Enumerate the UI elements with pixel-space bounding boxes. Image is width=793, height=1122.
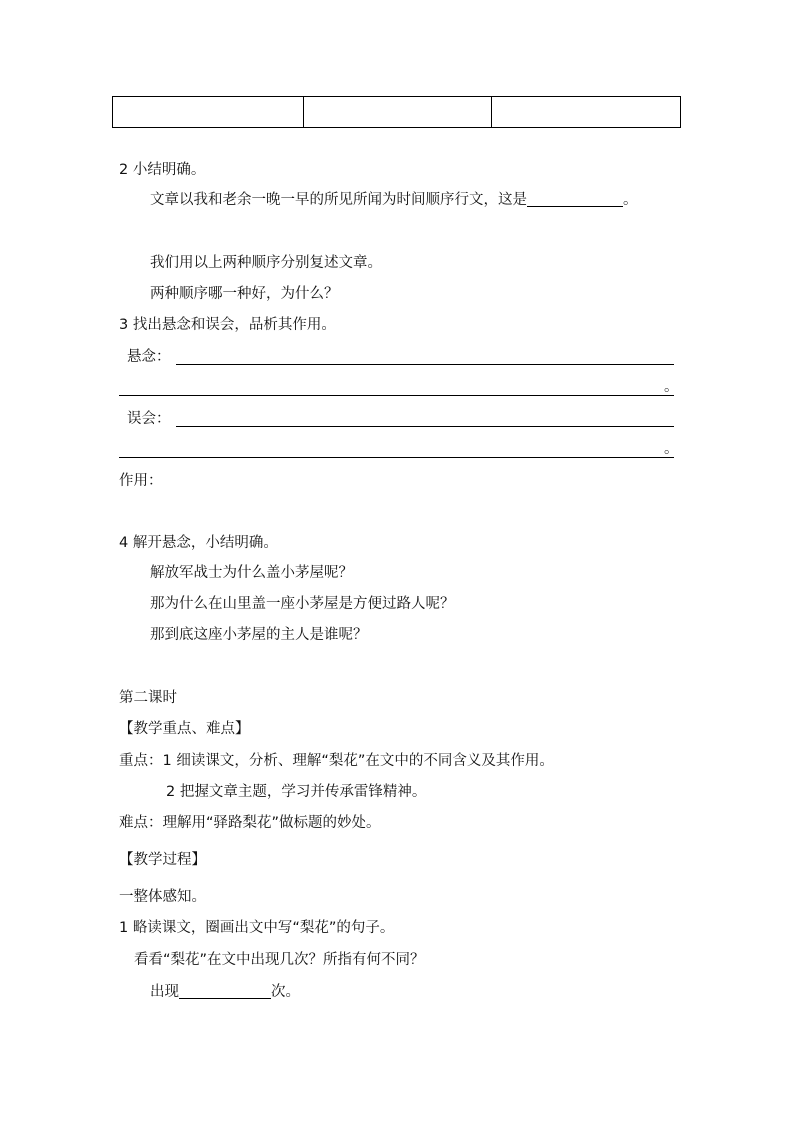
difficulty-point: 难点：理解用“驿路梨花”做标题的妙处。 (119, 815, 381, 831)
misunderstanding-answer-line[interactable] (119, 457, 674, 458)
end-mark: 。 (664, 379, 679, 395)
question-2: 那为什么在山里盖一座小茅屋是方便过路人呢？ (150, 596, 455, 612)
paragraph-retell: 我们用以上两种顺序分别复述文章。 (150, 255, 382, 271)
suspense-label: 悬念： (127, 349, 171, 365)
section-heading-suspense: 3 找出悬念和误会，品析其作用。 (119, 317, 336, 333)
paragraph-sequence (150, 193, 638, 208)
step-item-2: 看看“梨花”在文中出现几次？所指有何不同？ (134, 952, 425, 968)
top-table (112, 96, 681, 128)
effect-label: 作用： (119, 473, 163, 489)
step-heading: 一整体感知。 (119, 889, 206, 905)
suspense-answer-line[interactable] (119, 395, 674, 396)
misunderstanding-answer-line[interactable] (176, 426, 674, 427)
section-heading-summary: 2 小结明确。 (119, 162, 206, 178)
fill-blank[interactable] (527, 206, 623, 207)
misunderstanding-label: 误会： (127, 411, 171, 427)
process-heading: 【教学过程】 (119, 852, 206, 868)
lesson-title: 第二课时 (119, 690, 177, 706)
paragraph-text: 文章以我和老余一晚一早的所见所闻为时间顺序行文，这是 (150, 192, 527, 208)
end-mark: 。 (664, 441, 679, 457)
focus-point-1: 重点：1 细读课文，分析、理解“梨花”在文中的不同含义及其作用。 (119, 753, 554, 769)
end-mark: 。 (623, 192, 638, 208)
suspense-answer-line[interactable] (176, 364, 674, 365)
section-heading-resolve: 4 解开悬念，小结明确。 (119, 535, 278, 551)
table-cell-divider (303, 97, 304, 127)
question-1: 解放军战士为什么盖小茅屋呢？ (150, 565, 353, 581)
focus-point-2: 2 把握文章主题，学习并传承雷锋精神。 (166, 784, 427, 800)
table-cell-divider (491, 97, 492, 127)
fill-blank[interactable] (179, 998, 271, 999)
appear-count-line (150, 985, 300, 1000)
paragraph-question: 两种顺序哪一种好，为什么？ (150, 286, 339, 302)
question-3: 那到底这座小茅屋的主人是谁呢？ (150, 627, 368, 643)
step-item-1: 1 略读课文，圈画出文中写“梨花”的句子。 (119, 920, 395, 936)
appear-label: 出现 (150, 984, 179, 1000)
focus-heading: 【教学重点、难点】 (119, 721, 250, 737)
appear-suffix: 次。 (271, 984, 300, 1000)
